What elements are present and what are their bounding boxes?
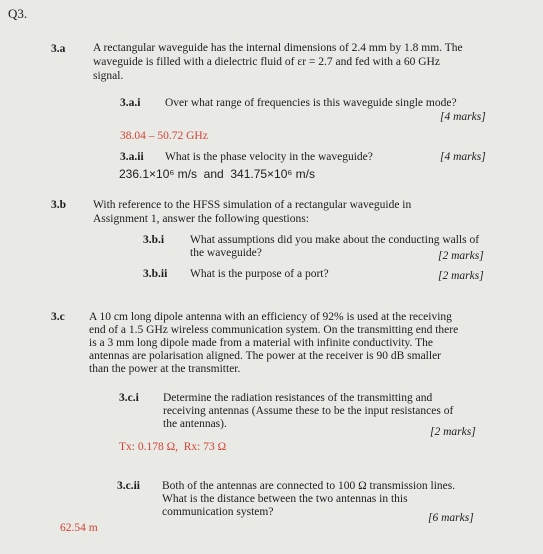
part-3bii-marks: [2 marks] xyxy=(438,270,484,282)
part-3cii-marks: [6 marks] xyxy=(428,512,474,524)
part-3ci-line-2: receiving antennas (Assume these to be the input resistances of xyxy=(163,405,454,417)
part-3b-line-2: Assignment 1, answer the following questions: xyxy=(93,213,309,225)
part-3c-line-4: antennas are polarisation aligned. The power at the receiver is 90 dB smaller xyxy=(89,350,442,362)
part-3ci-line-3: the antennas). xyxy=(163,418,227,430)
part-3bii-question: What is the purpose of a port? xyxy=(190,268,329,280)
part-3aii-answer: 236.1×10⁶ m/s and 341.75×10⁶ m/s xyxy=(119,167,316,181)
part-3ci-number: 3.c.i xyxy=(119,392,139,404)
part-3a-line-1: A rectangular waveguide has the internal dimensions of 2.4 mm by 1.8 mm. The xyxy=(93,42,463,54)
part-3bi-marks: [2 marks] xyxy=(438,250,484,262)
part-3ci-answer: Tx: 0.178 Ω, Rx: 73 Ω xyxy=(119,441,227,453)
part-3bi-number: 3.b.i xyxy=(143,234,165,246)
part-3c-line-3: is a 3 mm long dipole made from a material with infinite conductivity. The xyxy=(89,337,433,349)
part-3cii-line-1: Both of the antennas are connected to 100 Ω transmission lines. xyxy=(162,480,456,492)
part-3cii-answer: 62.54 m xyxy=(60,522,98,534)
part-3c-line-5: than the power at the transmitter. xyxy=(89,363,241,375)
part-3c-line-1: A 10 cm long dipole antenna with an efficiency of 92% is used at the receiving xyxy=(89,311,452,323)
part-3bi-line-1: What assumptions did you make about the conducting walls of xyxy=(190,234,480,246)
part-3c-line-2: end of a 1.5 GHz wireless communication system. On the transmitting end there xyxy=(89,324,459,336)
part-3a-number: 3.a xyxy=(51,43,66,55)
part-3a-line-3: signal. xyxy=(93,70,124,82)
question-number: Q3. xyxy=(8,6,28,21)
part-3ai-question: Over what range of frequencies is this waveguide single mode? xyxy=(165,97,457,109)
part-3cii-line-3: communication system? xyxy=(162,506,274,518)
part-3a-line-2: waveguide is filled with a dielectric fluid of εr = 2.7 and fed with a 60 GHz xyxy=(93,56,440,68)
part-3bii-number: 3.b.ii xyxy=(143,268,168,280)
part-3cii-number: 3.c.ii xyxy=(117,480,140,492)
part-3b-number: 3.b xyxy=(51,199,67,211)
part-3ci-marks: [2 marks] xyxy=(430,426,476,438)
part-3aii-question: What is the phase velocity in the waveguide? xyxy=(165,151,373,163)
part-3ai-number: 3.a.i xyxy=(120,97,141,109)
part-3cii-line-2: What is the distance between the two antennas in this xyxy=(162,493,408,505)
part-3aii-number: 3.a.ii xyxy=(120,151,144,163)
part-3b-line-1: With reference to the HFSS simulation of a rectangular waveguide in xyxy=(93,199,412,211)
part-3ai-answer: 38.04 – 50.72 GHz xyxy=(120,130,208,142)
part-3bi-line-2: the waveguide? xyxy=(190,247,262,259)
part-3c-number: 3.c xyxy=(51,311,65,323)
part-3ai-marks: [4 marks] xyxy=(440,111,486,123)
part-3ci-line-1: Determine the radiation resistances of the transmitting and xyxy=(163,392,433,404)
part-3aii-marks: [4 marks] xyxy=(440,151,486,163)
